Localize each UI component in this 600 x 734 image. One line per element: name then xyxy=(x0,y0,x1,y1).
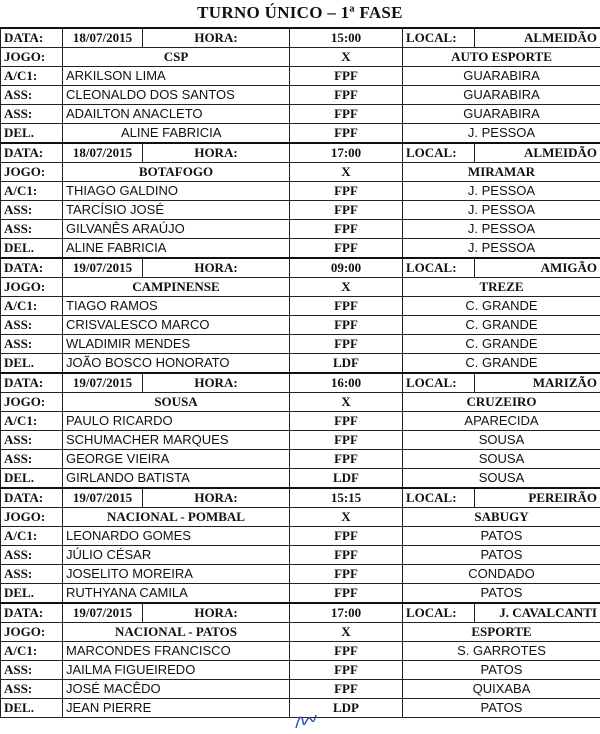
official-name: CLEONALDO DOS SANTOS xyxy=(63,86,290,105)
official-federation: LDF xyxy=(290,469,403,489)
official-federation: FPF xyxy=(290,105,403,124)
match-time: 17:00 xyxy=(290,143,403,163)
official-city: PATOS xyxy=(403,546,600,565)
official-role: ASS: xyxy=(1,316,63,335)
official-role: A/C1: xyxy=(1,527,63,546)
official-row xyxy=(1,124,600,144)
official-row xyxy=(1,450,600,469)
official-name: GEORGE VIEIRA xyxy=(63,450,290,469)
away-team: MIRAMAR xyxy=(403,163,600,182)
official-city: PATOS xyxy=(403,661,600,680)
official-city: CONDADO xyxy=(403,565,600,584)
match-time: 15:00 xyxy=(290,28,403,48)
official-row xyxy=(1,354,600,374)
page-title: TURNO ÚNICO – 1ª FASE xyxy=(197,3,403,22)
official-city: QUIXABA xyxy=(403,680,600,699)
match-teams-row xyxy=(1,623,600,642)
official-role: ASS: xyxy=(1,86,63,105)
match-venue: J. CAVALCANTI xyxy=(475,603,600,623)
official-role: ASS: xyxy=(1,661,63,680)
away-team: AUTO ESPORTE xyxy=(403,48,600,67)
official-row xyxy=(1,546,600,565)
official-name: THIAGO GALDINO xyxy=(63,182,290,201)
official-row xyxy=(1,642,600,661)
away-team: ESPORTE xyxy=(403,623,600,642)
match-header-row xyxy=(1,488,600,508)
time-label: HORA: xyxy=(143,373,290,393)
official-role: ASS: xyxy=(1,546,63,565)
official-federation: FPF xyxy=(290,220,403,239)
official-name: JOSÉ MACÊDO xyxy=(63,680,290,699)
official-city: J. PESSOA xyxy=(403,182,600,201)
official-role: DEL. xyxy=(1,699,63,718)
official-name: ADAILTON ANACLETO xyxy=(63,105,290,124)
official-name: MARCONDES FRANCISCO xyxy=(63,642,290,661)
match-date: 18/07/2015 xyxy=(63,143,143,163)
home-team: SOUSA xyxy=(63,393,290,412)
official-city: J. PESSOA xyxy=(403,124,600,144)
away-team: CRUZEIRO xyxy=(403,393,600,412)
official-federation: LDP xyxy=(290,699,403,718)
official-federation: FPF xyxy=(290,86,403,105)
official-row xyxy=(1,182,600,201)
match-teams-row xyxy=(1,508,600,527)
official-name: TIAGO RAMOS xyxy=(63,297,290,316)
official-name: GILVANÊS ARAÚJO xyxy=(63,220,290,239)
match-header-row xyxy=(1,143,600,163)
match-teams-row xyxy=(1,163,600,182)
game-label: JOGO: xyxy=(1,278,63,297)
venue-label: LOCAL: xyxy=(403,143,475,163)
official-federation: FPF xyxy=(290,431,403,450)
official-federation: FPF xyxy=(290,546,403,565)
match-time: 15:15 xyxy=(290,488,403,508)
match-time: 17:00 xyxy=(290,603,403,623)
official-city: C. GRANDE xyxy=(403,316,600,335)
official-role: A/C1: xyxy=(1,642,63,661)
schedule-rows xyxy=(1,28,600,718)
official-role: ASS: xyxy=(1,201,63,220)
away-team: TREZE xyxy=(403,278,600,297)
official-name: TARCÍSIO JOSÉ xyxy=(63,201,290,220)
official-row xyxy=(1,220,600,239)
official-name: CRISVALESCO MARCO xyxy=(63,316,290,335)
official-name: RUTHYANA CAMILA xyxy=(63,584,290,604)
official-role: ASS: xyxy=(1,335,63,354)
official-federation: FPF xyxy=(290,412,403,431)
venue-label: LOCAL: xyxy=(403,258,475,278)
official-role: ASS: xyxy=(1,220,63,239)
away-team: SABUGY xyxy=(403,508,600,527)
venue-label: LOCAL: xyxy=(403,488,475,508)
official-federation: FPF xyxy=(290,201,403,220)
official-federation: FPF xyxy=(290,527,403,546)
official-city: C. GRANDE xyxy=(403,297,600,316)
match-venue: ALMEIDÃO xyxy=(475,28,600,48)
official-role: A/C1: xyxy=(1,297,63,316)
match-date: 19/07/2015 xyxy=(63,488,143,508)
official-row xyxy=(1,680,600,699)
match-header-row xyxy=(1,373,600,393)
versus-mark: X xyxy=(290,48,403,67)
official-role: DEL. xyxy=(1,469,63,489)
official-federation: FPF xyxy=(290,335,403,354)
match-date: 19/07/2015 xyxy=(63,258,143,278)
game-label: JOGO: xyxy=(1,48,63,67)
date-label: DATA: xyxy=(1,373,63,393)
official-federation: FPF xyxy=(290,297,403,316)
official-row xyxy=(1,661,600,680)
official-row xyxy=(1,584,600,604)
date-label: DATA: xyxy=(1,488,63,508)
match-header-row xyxy=(1,258,600,278)
game-label: JOGO: xyxy=(1,163,63,182)
official-role: A/C1: xyxy=(1,67,63,86)
versus-mark: X xyxy=(290,508,403,527)
official-city: GUARABIRA xyxy=(403,67,600,86)
versus-mark: X xyxy=(290,163,403,182)
official-role: DEL. xyxy=(1,124,63,144)
official-name: JÚLIO CÉSAR xyxy=(63,546,290,565)
venue-label: LOCAL: xyxy=(403,28,475,48)
match-teams-row xyxy=(1,278,600,297)
versus-mark: X xyxy=(290,278,403,297)
official-row xyxy=(1,297,600,316)
official-federation: LDF xyxy=(290,354,403,374)
official-name: ALINE FABRICIA xyxy=(63,124,290,144)
venue-label: LOCAL: xyxy=(403,603,475,623)
venue-label: LOCAL: xyxy=(403,373,475,393)
official-city: PATOS xyxy=(403,584,600,604)
official-city: SOUSA xyxy=(403,450,600,469)
home-team: NACIONAL - POMBAL xyxy=(63,508,290,527)
official-federation: FPF xyxy=(290,182,403,201)
official-row xyxy=(1,469,600,489)
match-header-row xyxy=(1,28,600,48)
official-federation: FPF xyxy=(290,316,403,335)
time-label: HORA: xyxy=(143,143,290,163)
official-row xyxy=(1,412,600,431)
home-team: BOTAFOGO xyxy=(63,163,290,182)
match-date: 19/07/2015 xyxy=(63,373,143,393)
official-row xyxy=(1,316,600,335)
match-venue: PEREIRÃO xyxy=(475,488,600,508)
home-team: CAMPINENSE xyxy=(63,278,290,297)
official-city: J. PESSOA xyxy=(403,239,600,259)
date-label: DATA: xyxy=(1,143,63,163)
official-role: ASS: xyxy=(1,680,63,699)
official-name: PAULO RICARDO xyxy=(63,412,290,431)
official-city: PATOS xyxy=(403,527,600,546)
official-row xyxy=(1,565,600,584)
match-date: 18/07/2015 xyxy=(63,28,143,48)
official-role: ASS: xyxy=(1,565,63,584)
official-federation: FPF xyxy=(290,642,403,661)
official-row xyxy=(1,86,600,105)
official-city: GUARABIRA xyxy=(403,86,600,105)
official-name: GIRLANDO BATISTA xyxy=(63,469,290,489)
official-name: LEONARDO GOMES xyxy=(63,527,290,546)
signature-mark xyxy=(293,710,319,732)
home-team: NACIONAL - PATOS xyxy=(63,623,290,642)
official-row xyxy=(1,239,600,259)
date-label: DATA: xyxy=(1,603,63,623)
official-city: GUARABIRA xyxy=(403,105,600,124)
official-city: PATOS xyxy=(403,699,600,718)
official-row xyxy=(1,431,600,450)
official-row xyxy=(1,201,600,220)
official-federation: FPF xyxy=(290,67,403,86)
official-federation: FPF xyxy=(290,239,403,259)
match-date: 19/07/2015 xyxy=(63,603,143,623)
official-city: APARECIDA xyxy=(403,412,600,431)
official-federation: FPF xyxy=(290,661,403,680)
official-federation: FPF xyxy=(290,124,403,144)
date-label: DATA: xyxy=(1,28,63,48)
official-federation: FPF xyxy=(290,450,403,469)
match-teams-row xyxy=(1,393,600,412)
official-federation: FPF xyxy=(290,565,403,584)
official-row xyxy=(1,105,600,124)
match-time: 16:00 xyxy=(290,373,403,393)
game-label: JOGO: xyxy=(1,623,63,642)
official-name: SCHUMACHER MARQUES xyxy=(63,431,290,450)
official-federation: FPF xyxy=(290,584,403,604)
official-city: SOUSA xyxy=(403,431,600,450)
match-venue: MARIZÃO xyxy=(475,373,600,393)
match-header-row xyxy=(1,603,600,623)
official-name: JOSELITO MOREIRA xyxy=(63,565,290,584)
home-team: CSP xyxy=(63,48,290,67)
official-role: ASS: xyxy=(1,450,63,469)
time-label: HORA: xyxy=(143,28,290,48)
official-role: A/C1: xyxy=(1,182,63,201)
date-label: DATA: xyxy=(1,258,63,278)
versus-mark: X xyxy=(290,393,403,412)
official-role: DEL. xyxy=(1,354,63,374)
official-role: DEL. xyxy=(1,239,63,259)
official-role: ASS: xyxy=(1,105,63,124)
official-name: JAILMA FIGUEIREDO xyxy=(63,661,290,680)
official-name: JEAN PIERRE xyxy=(63,699,290,718)
game-label: JOGO: xyxy=(1,393,63,412)
official-row xyxy=(1,527,600,546)
match-venue: AMIGÃO xyxy=(475,258,600,278)
game-label: JOGO: xyxy=(1,508,63,527)
official-role: A/C1: xyxy=(1,412,63,431)
official-role: ASS: xyxy=(1,431,63,450)
official-name: ALINE FABRICIA xyxy=(63,239,290,259)
official-city: S. GARROTES xyxy=(403,642,600,661)
match-time: 09:00 xyxy=(290,258,403,278)
time-label: HORA: xyxy=(143,603,290,623)
official-city: C. GRANDE xyxy=(403,335,600,354)
official-row xyxy=(1,335,600,354)
official-name: JOÃO BOSCO HONORATO xyxy=(63,354,290,374)
official-federation: FPF xyxy=(290,680,403,699)
official-name: WLADIMIR MENDES xyxy=(63,335,290,354)
official-role: DEL. xyxy=(1,584,63,604)
match-teams-row xyxy=(1,48,600,67)
time-label: HORA: xyxy=(143,258,290,278)
official-city: C. GRANDE xyxy=(403,354,600,374)
official-name: ARKILSON LIMA xyxy=(63,67,290,86)
official-city: J. PESSOA xyxy=(403,201,600,220)
official-row xyxy=(1,67,600,86)
official-city: J. PESSOA xyxy=(403,220,600,239)
official-city: SOUSA xyxy=(403,469,600,489)
match-schedule-table xyxy=(0,27,600,718)
versus-mark: X xyxy=(290,623,403,642)
schedule-sheet xyxy=(0,27,600,718)
time-label: HORA: xyxy=(143,488,290,508)
match-venue: ALMEIDÃO xyxy=(475,143,600,163)
